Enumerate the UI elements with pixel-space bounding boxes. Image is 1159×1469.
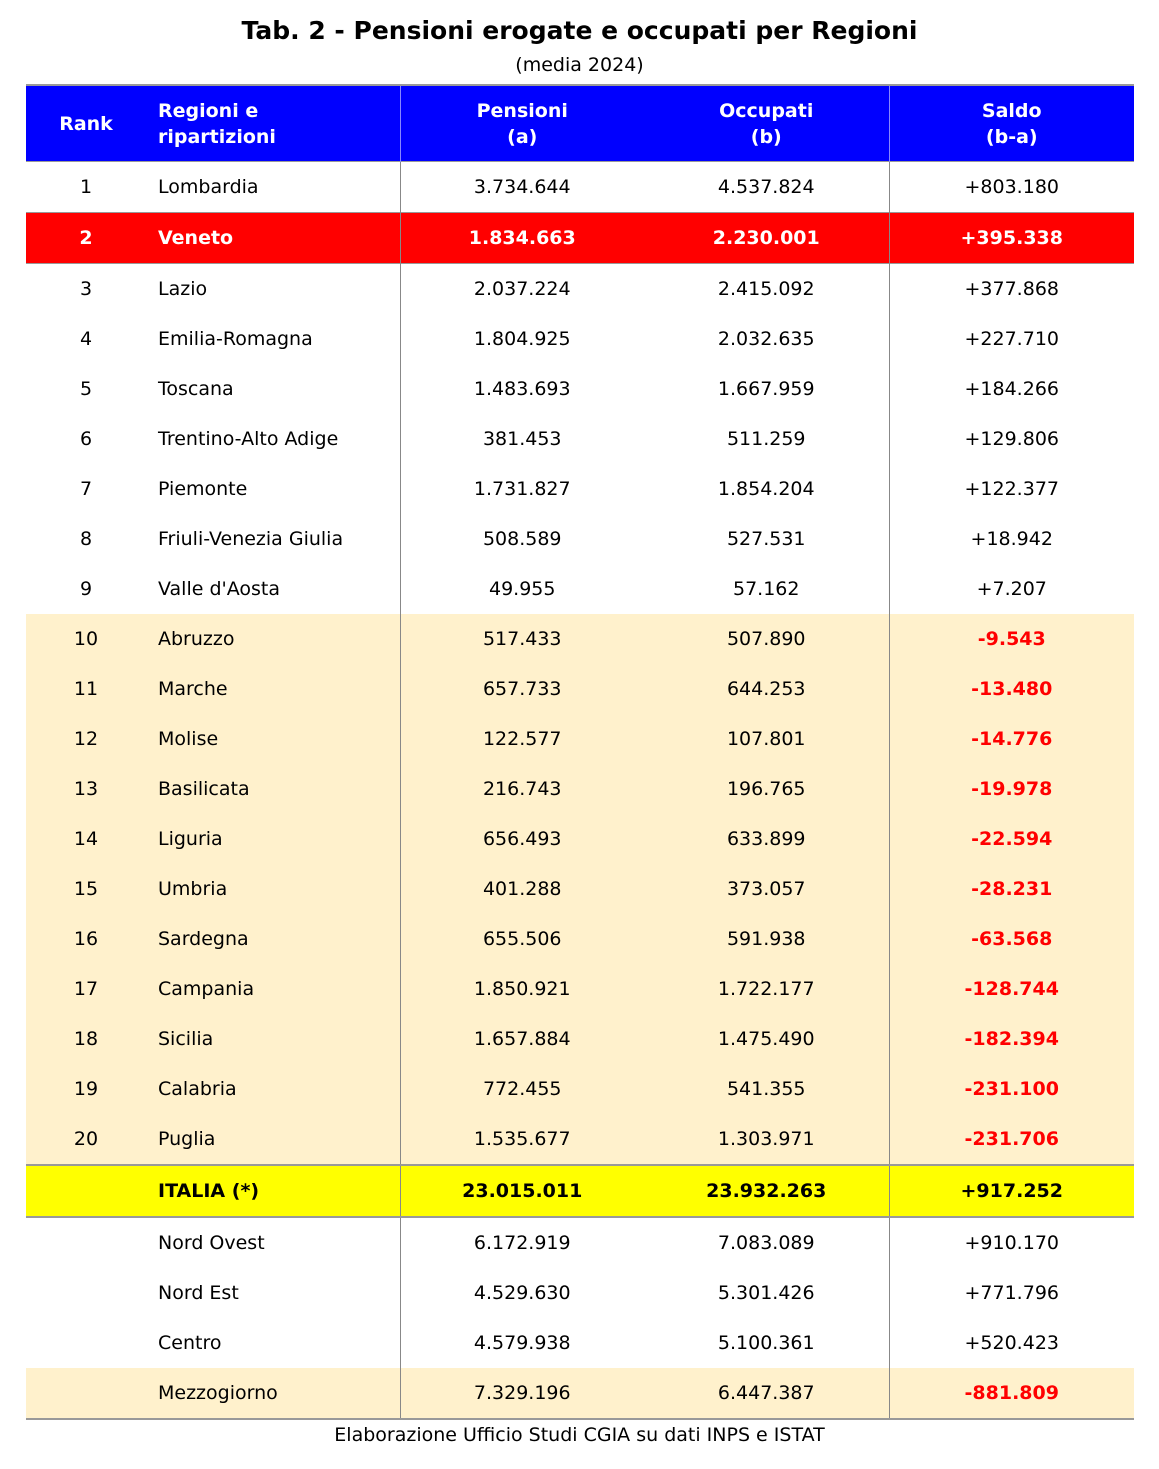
rank-cell: 14 (73, 828, 99, 850)
pensioni-cell: 3.734.644 (400, 162, 644, 213)
occupati-cell: 511.259 (726, 428, 806, 450)
rank-cell: 12 (73, 728, 99, 750)
rank-cell: 17 (73, 978, 99, 1000)
occupati-cell: 373.057 (726, 878, 806, 900)
header-rank: Rank (59, 112, 113, 135)
region-name-cell: Veneto (158, 227, 234, 249)
header-occupati: Occupati (b) (719, 99, 814, 148)
region-name-cell: Piemonte (158, 478, 248, 500)
table-row (26, 714, 1134, 764)
region-name-cell: Abruzzo (158, 628, 235, 650)
region-name-cell: Mezzogiorno (158, 1382, 278, 1404)
occupati-cell: 4.537.824 (717, 176, 815, 198)
saldo-cell: +122.377 (889, 464, 1134, 514)
table-row (26, 314, 1134, 364)
table-row (26, 364, 1134, 414)
rank-cell (26, 1368, 146, 1419)
pensioni-cell: 122.577 (400, 714, 644, 764)
saldo-cell: +18.942 (889, 514, 1134, 564)
occupati-cell: 196.765 (726, 778, 806, 800)
table-row (26, 414, 1134, 464)
table-row (26, 614, 1134, 664)
source-note: Elaborazione Ufficio Studi CGIA su dati INPS e ISTAT (334, 1424, 825, 1446)
pensioni-cell: 1.657.884 (400, 1014, 644, 1064)
pensioni-cell: 1.804.925 (400, 314, 644, 364)
table-row (26, 914, 1134, 964)
region-name-cell: Molise (158, 728, 219, 750)
pensioni-cell: 6.172.919 (400, 1217, 644, 1268)
saldo-cell: -19.978 (889, 764, 1134, 814)
saldo-cell: -13.480 (889, 664, 1134, 714)
table-row (26, 213, 1134, 264)
rank-cell: 19 (73, 1078, 99, 1100)
saldo-cell: +129.806 (889, 414, 1134, 464)
pensioni-cell: 1.483.693 (400, 364, 644, 414)
rank-cell: 9 (79, 578, 93, 600)
rank-cell: 2 (79, 227, 93, 249)
table-row (26, 564, 1134, 614)
rank-cell: 15 (73, 878, 99, 900)
saldo-cell: -881.809 (889, 1368, 1134, 1419)
table-row (26, 1064, 1134, 1114)
saldo-cell: -128.744 (889, 964, 1134, 1014)
pensioni-cell: 508.589 (400, 514, 644, 564)
saldo-cell: +184.266 (889, 364, 1134, 414)
pensioni-cell: 23.015.011 (400, 1165, 644, 1217)
pensioni-cell: 216.743 (400, 764, 644, 814)
region-name-cell: Toscana (158, 378, 234, 400)
table-subtitle: (media 2024) (515, 54, 644, 76)
saldo-cell: -231.100 (889, 1064, 1134, 1114)
saldo-cell: +803.180 (889, 162, 1134, 213)
saldo-cell: -231.706 (889, 1114, 1134, 1165)
region-name-cell: ITALIA (*) (158, 1180, 260, 1202)
region-name-cell: Basilicata (158, 778, 250, 800)
region-name-cell: Campania (158, 978, 255, 1000)
region-name-cell: Centro (158, 1332, 222, 1354)
saldo-cell: +395.338 (889, 213, 1134, 264)
total-row (26, 1165, 1134, 1217)
pensioni-cell: 381.453 (400, 414, 644, 464)
pensioni-cell: 655.506 (400, 914, 644, 964)
region-name-cell: Sicilia (158, 1028, 214, 1050)
region-name-cell: Valle d'Aosta (158, 578, 281, 600)
saldo-cell: +377.868 (889, 264, 1134, 315)
pensioni-cell: 517.433 (400, 614, 644, 664)
region-name-cell: Lombardia (158, 176, 259, 198)
saldo-cell: +520.423 (889, 1318, 1134, 1368)
rank-cell: 4 (79, 328, 93, 350)
pensioni-cell: 1.850.921 (400, 964, 644, 1014)
header-region: Regioni e ripartizioni (158, 99, 276, 148)
pensioni-cell: 49.955 (400, 564, 644, 614)
saldo-cell: +227.710 (889, 314, 1134, 364)
rank-cell: 7 (79, 478, 93, 500)
rank-cell: 18 (73, 1028, 99, 1050)
pensioni-cell: 401.288 (400, 864, 644, 914)
pensioni-cell: 2.037.224 (400, 264, 644, 315)
saldo-cell: -63.568 (889, 914, 1134, 964)
region-name-cell: Umbria (158, 878, 228, 900)
saldo-cell: -9.543 (889, 614, 1134, 664)
area-row (26, 1217, 1134, 1268)
rank-cell: 1 (79, 176, 93, 198)
pensioni-cell: 4.529.630 (400, 1268, 644, 1318)
occupati-cell: 1.475.490 (717, 1028, 815, 1050)
region-name-cell: Lazio (158, 278, 208, 300)
saldo-cell: -22.594 (889, 814, 1134, 864)
occupati-cell: 107.801 (726, 728, 806, 750)
pensioni-cell: 656.493 (400, 814, 644, 864)
table-row (26, 464, 1134, 514)
rank-cell: 20 (73, 1128, 99, 1150)
rank-cell: 10 (73, 628, 99, 650)
rank-cell: 6 (79, 428, 93, 450)
pensions-table (26, 84, 1134, 1420)
rank-cell: 13 (73, 778, 99, 800)
area-row (26, 1268, 1134, 1318)
rank-cell: 5 (79, 378, 93, 400)
occupati-cell: 6.447.387 (717, 1382, 815, 1404)
occupati-cell: 5.301.426 (717, 1282, 815, 1304)
pensioni-cell: 657.733 (400, 664, 644, 714)
region-name-cell: Marche (158, 678, 228, 700)
occupati-cell: 2.415.092 (717, 278, 815, 300)
saldo-cell: -28.231 (889, 864, 1134, 914)
occupati-cell: 2.032.635 (717, 328, 815, 350)
pensioni-cell: 7.329.196 (400, 1368, 644, 1419)
occupati-cell: 541.355 (726, 1078, 806, 1100)
table-row (26, 1114, 1134, 1165)
occupati-cell: 57.162 (733, 578, 800, 600)
header-row (26, 85, 1134, 162)
rank-cell (26, 1217, 146, 1268)
occupati-cell: 633.899 (726, 828, 806, 850)
region-name-cell: Emilia-Romagna (158, 328, 313, 350)
saldo-cell: +771.796 (889, 1268, 1134, 1318)
rank-cell (26, 1165, 146, 1217)
header-saldo: Saldo (b-a) (889, 85, 1134, 162)
table-row (26, 162, 1134, 213)
rank-cell (26, 1268, 146, 1318)
occupati-cell: 23.932.263 (706, 1180, 827, 1202)
occupati-cell: 1.722.177 (717, 978, 815, 1000)
header-pensioni: Pensioni (a) (400, 85, 644, 162)
saldo-cell: +910.170 (889, 1217, 1134, 1268)
occupati-cell: 507.890 (726, 628, 806, 650)
saldo-cell: -182.394 (889, 1014, 1134, 1064)
saldo-cell: +7.207 (889, 564, 1134, 614)
region-name-cell: Friuli-Venezia Giulia (158, 528, 344, 550)
region-name-cell: Sardegna (158, 928, 249, 950)
occupati-cell: 1.303.971 (717, 1128, 815, 1150)
region-name-cell: Trentino-Alto Adige (158, 428, 339, 450)
saldo-cell: -14.776 (889, 714, 1134, 764)
table-row (26, 514, 1134, 564)
region-name-cell: Puglia (158, 1128, 216, 1150)
table-row (26, 764, 1134, 814)
area-row (26, 1368, 1134, 1419)
pensioni-cell: 4.579.938 (400, 1318, 644, 1368)
table-row (26, 964, 1134, 1014)
region-name-cell: Calabria (158, 1078, 237, 1100)
pensioni-cell: 1.535.677 (400, 1114, 644, 1165)
occupati-cell: 1.667.959 (717, 378, 815, 400)
table-row (26, 664, 1134, 714)
occupati-cell: 527.531 (726, 528, 806, 550)
rank-cell (26, 1318, 146, 1368)
rank-cell: 16 (73, 928, 99, 950)
pensioni-cell: 772.455 (400, 1064, 644, 1114)
rank-cell: 3 (79, 278, 93, 300)
table-row (26, 264, 1134, 315)
rank-cell: 11 (73, 678, 99, 700)
region-name-cell: Liguria (158, 828, 223, 850)
rank-cell: 8 (79, 528, 93, 550)
occupati-cell: 2.230.001 (712, 227, 820, 249)
occupati-cell: 591.938 (726, 928, 806, 950)
occupati-cell: 7.083.089 (717, 1232, 815, 1254)
occupati-cell: 644.253 (726, 678, 806, 700)
occupati-cell: 5.100.361 (717, 1332, 815, 1354)
region-name-cell: Nord Ovest (158, 1232, 265, 1254)
pensioni-cell: 1.731.827 (400, 464, 644, 514)
table-row (26, 814, 1134, 864)
region-name-cell: Nord Est (158, 1282, 239, 1304)
table-title: Tab. 2 - Pensioni erogate e occupati per Regioni (241, 16, 918, 45)
occupati-cell: 1.854.204 (717, 478, 815, 500)
saldo-cell: +917.252 (889, 1165, 1134, 1217)
table-row (26, 1014, 1134, 1064)
area-row (26, 1318, 1134, 1368)
pensioni-cell: 1.834.663 (400, 213, 644, 264)
table-row (26, 864, 1134, 914)
